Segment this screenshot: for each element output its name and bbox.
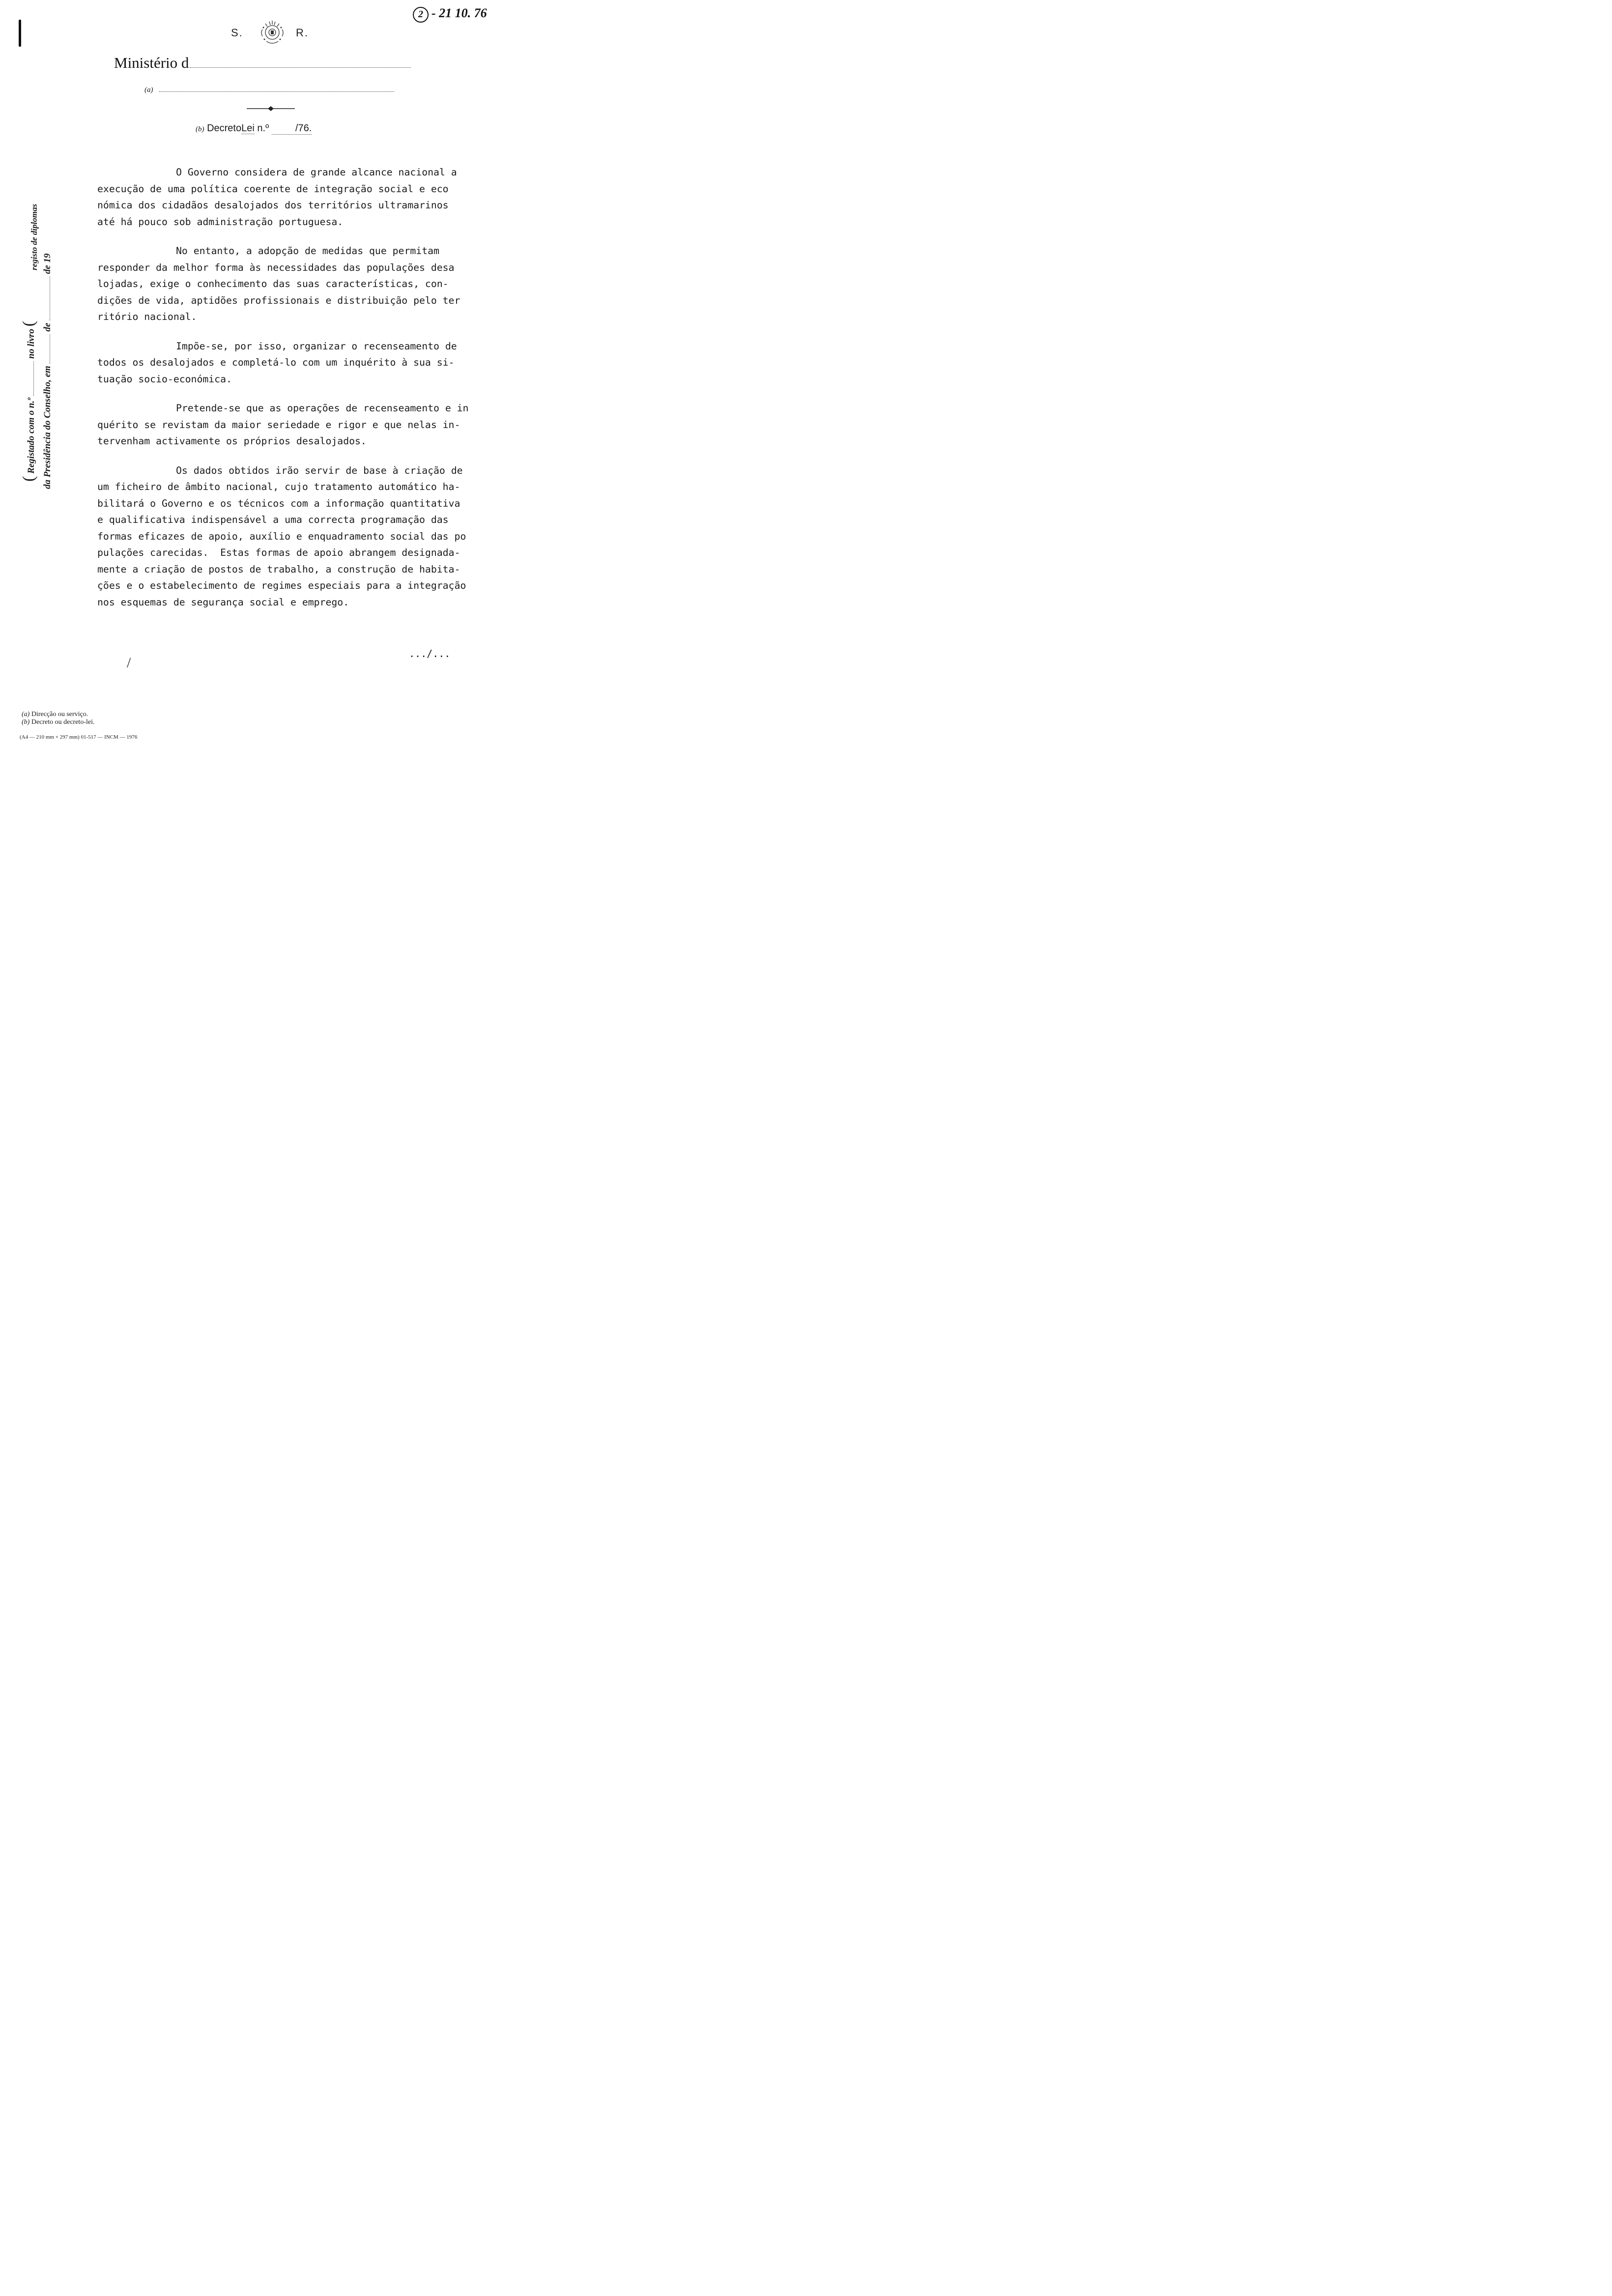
paragraph-line: dições de vida, aptidões profissionais e distribuição pelo ter: [97, 294, 461, 306]
diamond-divider: [247, 105, 295, 112]
service-blank: [159, 86, 394, 92]
footnote-b-marker: (b): [22, 718, 30, 726]
paragraph-line: ções e o estabelecimento de regimes especiais para a integração: [97, 580, 466, 591]
paragraph-line: pulações carecidas. Estas formas de apoio abrangem designada-: [97, 547, 461, 558]
continuation-mark: .../...: [409, 648, 451, 660]
paragraph-line: execução de uma política coerente de integração social e eco: [97, 183, 449, 195]
paragraph-line: nos esquemas de segurança social e emprego.: [97, 596, 349, 608]
paragraph-line: No entanto, a adopção de medidas que permitam: [176, 245, 439, 257]
footnote-a-text: Direcção ou serviço.: [31, 711, 88, 718]
margin-mark: [19, 20, 21, 47]
paragraph-line: O Governo considera de grande alcance nacional a: [176, 167, 457, 178]
paragraph-line: Os dados obtidos irão servir de base à criação de: [176, 464, 463, 476]
paragraph-line: nómica dos cidadãos desalojados dos territórios ultramarinos: [97, 200, 449, 211]
brace-icon: (: [20, 476, 38, 482]
ministry-line: [114, 54, 429, 74]
paragraph: [97, 243, 520, 325]
b-marker: (b): [196, 125, 204, 133]
paragraph-line: um ficheiro de âmbito nacional, cujo tratamento automático ha-: [97, 481, 461, 492]
document-page: [0, 0, 542, 771]
paragraph-line: e qualificativa indispensável a uma correcta programação das: [97, 514, 449, 525]
date-year-label: de 19: [42, 253, 53, 274]
paragraph-line: lojadas, exige o conhecimento das suas características, con-: [97, 278, 449, 289]
a-marker: (a): [144, 86, 153, 94]
circled-number: 2: [413, 7, 429, 23]
handwritten-date: - 21 10. 76: [432, 6, 487, 20]
registry-margin-line-2: [42, 254, 53, 489]
registry-book-label: no livro: [26, 329, 36, 359]
paragraph-line: tuação socio-económica.: [97, 373, 232, 385]
coat-of-arms-emblem-icon: [259, 20, 286, 45]
header-s: S.: [231, 27, 243, 39]
registry-label: Registado com o n.º: [26, 398, 36, 474]
paragraph-line: Impõe-se, por isso, organizar o recenseamento de: [176, 340, 457, 352]
paragraph: [97, 462, 520, 611]
footnote-b-text: Decreto ou decreto-lei.: [31, 718, 95, 726]
paragraph: [97, 164, 520, 230]
paragraph-line: tervenham activamente os próprios desalojados.: [97, 435, 367, 447]
header-r: R.: [296, 27, 309, 39]
decree-preamble: [97, 164, 520, 623]
ministry-label: Ministério d: [114, 54, 189, 71]
paragraph-line: quérito se revistam da maior seriedade e rigor e que nelas in-: [97, 419, 461, 430]
paragraph-line: ritório nacional.: [97, 311, 197, 322]
paragraph-line: Pretende-se que as operações de recenseamento e in: [176, 402, 469, 414]
handwritten-date-note: [413, 6, 521, 26]
footnote-a: [22, 711, 218, 718]
decree-number: /76.: [272, 123, 312, 135]
decree-prefix: Decreto: [207, 123, 242, 134]
decree-heading: [196, 123, 363, 138]
registry-margin-line-1: [20, 321, 38, 482]
footnote-b: [22, 718, 218, 726]
ministry-blank: [190, 57, 411, 68]
paragraph-line: bilitará o Governo e os técnicos com a informação quantitativa: [97, 497, 461, 509]
paragraph-line: responder da melhor forma às necessidades das populações desa: [97, 261, 455, 273]
brace-icon: (: [20, 321, 38, 327]
paragraph-line: até há pouco sob administração portuguesa.: [97, 216, 344, 228]
stray-pen-mark: /: [127, 655, 131, 671]
date-de-label: de: [42, 322, 53, 332]
registry-margin-line-1b: [29, 204, 39, 270]
paragraph: [97, 400, 520, 450]
footnote-a-marker: (a): [22, 711, 30, 718]
registry-diplomas-label: registo de diplomas: [29, 203, 39, 270]
registry-number-blank: [33, 361, 34, 396]
paragraph-line: formas eficazes de apoio, auxílio e enquadramento social das po: [97, 530, 466, 542]
footnotes: [22, 711, 218, 726]
presidency-label: da Presidência do Conselho, em: [42, 366, 53, 489]
paragraph-line: mente a criação de postos de trabalho, a construção de habita-: [97, 563, 461, 575]
paragraph: [97, 338, 520, 388]
service-line: [144, 86, 400, 97]
paragraph-line: todos os desalojados e completá-lo com um inquérito à sua si-: [97, 357, 455, 368]
decree-type: Lei: [241, 123, 255, 134]
print-info: (A4 — 210 mm × 297 mm) 01-517 — INCM — 1976: [20, 734, 138, 740]
decree-number-label: n.º: [257, 123, 269, 134]
